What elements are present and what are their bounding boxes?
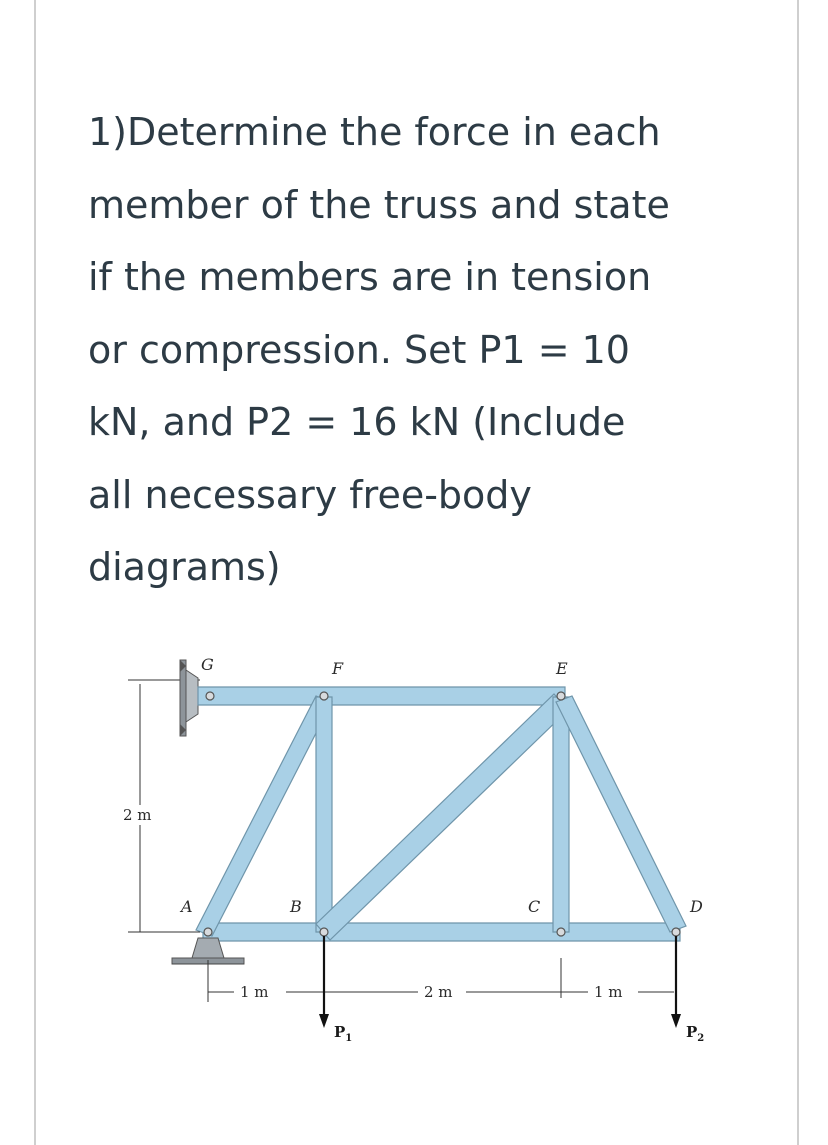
- pin-c: [557, 928, 565, 936]
- member-ec: [553, 697, 569, 932]
- pin-g: [206, 692, 214, 700]
- question-text: 1)Determine the force in each member of the truss and state if the members are in tension or compression. Set P1 = 10 kN, and P2 = 16 kN (Include all necessary free-body diagrams): [88, 110, 670, 589]
- p1-arrow-head: [319, 1014, 329, 1028]
- load-arrows: [319, 936, 681, 1028]
- pin-b: [320, 928, 328, 936]
- member-fb: [316, 697, 332, 932]
- joint-label-g: G: [201, 655, 214, 674]
- member-ed: [556, 696, 686, 932]
- pin-a: [204, 928, 212, 936]
- span-right-label: 1 m: [594, 983, 623, 1001]
- p2-label: $P_2$: [686, 1023, 705, 1044]
- p1-label: $P_1$: [334, 1023, 353, 1044]
- joint-label-d: D: [690, 897, 703, 916]
- member-af: [196, 696, 332, 936]
- joint-label-f: F: [332, 659, 344, 678]
- pin-f: [320, 692, 328, 700]
- member-gf-fe: [198, 687, 565, 705]
- p2-arrow-head: [671, 1014, 681, 1028]
- height-label: 2 m: [123, 806, 152, 824]
- span-left-label: 1 m: [240, 983, 269, 1001]
- joint-label-e: E: [556, 659, 568, 678]
- truss-figure: [100, 640, 740, 1070]
- joint-label-a: A: [181, 897, 193, 916]
- truss-members: [196, 687, 686, 941]
- member-ab-bc-cd: [203, 923, 680, 941]
- joint-label-c: C: [528, 897, 541, 916]
- span-mid-label: 2 m: [424, 983, 453, 1001]
- pin-e: [557, 692, 565, 700]
- pin-d: [672, 928, 680, 936]
- wall-support-g: [128, 660, 200, 736]
- joint-label-b: B: [290, 897, 302, 916]
